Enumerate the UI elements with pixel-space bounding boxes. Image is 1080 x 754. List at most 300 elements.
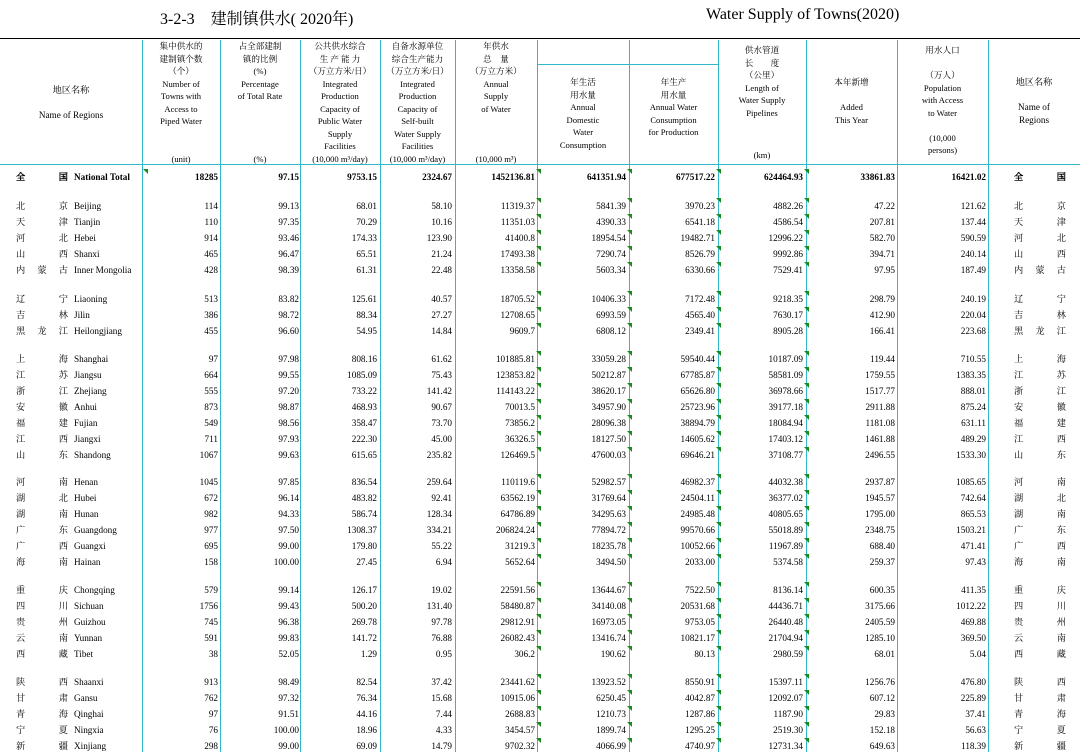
table-row	[0, 400, 1080, 415]
region-name-en: Yunnan	[74, 633, 103, 643]
region-name-cn-right: 浙 江	[1014, 386, 1066, 396]
region-name-cn: 湖 北	[16, 493, 68, 503]
region-name-en: Inner Mongolia	[74, 265, 132, 275]
error-flag-icon	[804, 169, 809, 174]
cell-pop: 225.89	[960, 693, 986, 703]
cell-added: 97.95	[874, 265, 895, 275]
error-flag-icon	[627, 598, 632, 603]
region-name-cn-right: 江 苏	[1014, 370, 1066, 380]
header-pipeline: 供水管道 长 度 （公里） Length of Water Supply Pipelines	[738, 45, 786, 118]
cell-cap-pub: 18.96	[356, 725, 377, 735]
region-name-en: Jiangxi	[74, 434, 101, 444]
cell-supply: 2688.83	[505, 709, 535, 719]
cell-cap-self: 128.34	[426, 509, 452, 519]
cell-added: 412.90	[869, 310, 895, 320]
cell-pct: 96.47	[278, 249, 299, 259]
cell-pop: 631.11	[961, 418, 986, 428]
cell-supply: 13358.58	[500, 265, 535, 275]
cell-pop: 888.01	[960, 386, 986, 396]
cell-prod: 19482.71	[680, 233, 715, 243]
error-flag-icon	[536, 614, 541, 619]
cell-pipe: 12092.07	[768, 693, 803, 703]
table-row	[0, 215, 1080, 230]
error-flag-icon	[536, 246, 541, 251]
region-name-en: Fujian	[74, 418, 98, 428]
region-name-en: Hebei	[74, 233, 96, 243]
error-flag-icon	[716, 383, 721, 388]
cell-towns: 745	[204, 617, 218, 627]
region-name-en: Tibet	[74, 649, 94, 659]
cell-cap-self: 235.82	[426, 450, 452, 460]
error-flag-icon	[536, 554, 541, 559]
region-name-cn-right: 湖 南	[1014, 509, 1066, 519]
cell-towns: 465	[204, 249, 218, 259]
error-flag-icon	[627, 399, 632, 404]
region-name-cn: 湖 南	[16, 509, 68, 519]
region-name-cn-right: 贵 州	[1014, 617, 1066, 627]
error-flag-icon	[536, 706, 541, 711]
region-name-cn: 新 疆	[16, 741, 68, 751]
region-name-en: Sichuan	[74, 601, 104, 611]
table-row	[0, 491, 1080, 506]
cell-prod: 4740.97	[685, 741, 715, 751]
cell-cap-pub: 44.16	[356, 709, 377, 719]
error-flag-icon	[804, 307, 809, 312]
cell-pct: 99.43	[278, 601, 299, 611]
cell-pop: 137.44	[960, 217, 986, 227]
cell-cap-self: 334.21	[426, 525, 452, 535]
error-flag-icon	[804, 538, 809, 543]
cell-dom: 34957.90	[591, 402, 626, 412]
region-name-cn: 广 东	[16, 525, 68, 535]
cell-cap-self: 7.44	[435, 709, 452, 719]
region-name-cn: 北 京	[16, 201, 68, 211]
error-flag-icon	[716, 399, 721, 404]
error-flag-icon	[536, 307, 541, 312]
cell-pop: 1503.21	[956, 525, 986, 535]
cell-prod: 1295.25	[685, 725, 715, 735]
error-flag-icon	[716, 230, 721, 235]
cell-prod: 9753.05	[685, 617, 715, 627]
error-flag-icon	[804, 431, 809, 436]
cell-prod: 2033.00	[685, 557, 715, 567]
cell-added: 166.41	[869, 326, 895, 336]
cell-pop: 865.53	[960, 509, 986, 519]
error-flag-icon	[627, 383, 632, 388]
cell-towns: 1067	[199, 450, 218, 460]
region-name-cn: 贵 州	[16, 617, 68, 627]
error-flag-icon	[627, 474, 632, 479]
table-row	[0, 583, 1080, 598]
cell-supply: 9609.7	[509, 326, 535, 336]
cell-pop: 187.49	[960, 265, 986, 275]
cell-dom: 28096.38	[591, 418, 626, 428]
cell-pct: 52.05	[278, 649, 299, 659]
region-name-cn-right: 安 徽	[1014, 402, 1066, 412]
error-flag-icon	[627, 646, 632, 651]
region-name-cn-right: 湖 北	[1014, 493, 1066, 503]
cell-added: 607.12	[869, 693, 895, 703]
error-flag-icon	[804, 367, 809, 372]
cell-supply: 36326.5	[505, 434, 535, 444]
cell-cap-self: 10.16	[431, 217, 452, 227]
region-name-en: Ningxia	[74, 725, 104, 735]
cell-towns: 711	[204, 434, 218, 444]
cell-cap-self: 37.42	[431, 677, 452, 687]
error-flag-icon	[716, 506, 721, 511]
error-flag-icon	[536, 262, 541, 267]
cell-dom: 4390.33	[596, 217, 626, 227]
cell-pop: 742.64	[960, 493, 986, 503]
cell-added: 1517.77	[865, 386, 895, 396]
error-flag-icon	[804, 230, 809, 235]
cell-cap-self: 19.02	[431, 585, 452, 595]
cell-dom: 10406.33	[591, 294, 626, 304]
cell-towns: 455	[204, 326, 218, 336]
cell-cap-self: 97.78	[431, 617, 452, 627]
error-flag-icon	[627, 214, 632, 219]
cell-pipe: 58581.09	[768, 370, 803, 380]
error-flag-icon	[716, 291, 721, 296]
header-domestic: 年生活 用水量 Annual Domestic Water Consumption	[559, 77, 607, 150]
cell-towns: 977	[204, 525, 218, 535]
cell-prod: 24985.48	[680, 509, 715, 519]
region-name-cn-right: 重 庆	[1014, 585, 1066, 595]
cell-cap-pub: 54.95	[356, 326, 377, 336]
region-name-cn: 黑龙江	[16, 326, 68, 336]
cell-pct: 91.51	[278, 709, 299, 719]
error-flag-icon	[804, 706, 809, 711]
cell-supply: 206824.24	[495, 525, 535, 535]
cell-cap-self: 75.43	[431, 370, 452, 380]
cell-cap-pub: 65.51	[356, 249, 377, 259]
table-row	[0, 324, 1080, 339]
error-flag-icon	[536, 582, 541, 587]
cell-cap-pub: 483.82	[351, 493, 377, 503]
region-name-cn-right: 黑龙江	[1014, 326, 1066, 336]
table-row	[0, 292, 1080, 307]
region-name-cn: 西 藏	[16, 649, 68, 659]
cell-added: 68.01	[874, 649, 895, 659]
error-flag-icon	[804, 674, 809, 679]
cell-towns: 114	[204, 201, 218, 211]
region-name-en: Hubei	[74, 493, 97, 503]
error-flag-icon	[627, 230, 632, 235]
cell-towns: 982	[204, 509, 218, 519]
cell-supply: 73856.2	[505, 418, 535, 428]
region-name-cn: 全 国	[16, 172, 68, 182]
cell-prod: 10052.66	[680, 541, 715, 551]
error-flag-icon	[716, 722, 721, 727]
cell-pct: 97.98	[278, 354, 299, 364]
error-flag-icon	[536, 474, 541, 479]
cell-cap-pub: 836.54	[351, 477, 377, 487]
cell-supply: 11319.37	[500, 201, 535, 211]
cell-dom: 641351.94	[586, 172, 626, 182]
error-flag-icon	[716, 674, 721, 679]
error-flag-icon	[804, 690, 809, 695]
cell-towns: 513	[204, 294, 218, 304]
region-name-cn-right: 广 东	[1014, 525, 1066, 535]
region-name-en: Guangdong	[74, 525, 117, 535]
cell-cap-pub: 88.34	[356, 310, 377, 320]
cell-pct: 83.82	[278, 294, 299, 304]
cell-towns: 555	[204, 386, 218, 396]
cell-prod: 2349.41	[685, 326, 715, 336]
header-added: 本年新增 Added This Year	[834, 77, 869, 125]
unit-pct: (%)	[253, 154, 267, 164]
error-flag-icon	[536, 431, 541, 436]
region-name-cn: 重 庆	[16, 585, 68, 595]
region-name-cn: 上 海	[16, 354, 68, 364]
table-row	[0, 384, 1080, 399]
cell-cap-self: 0.95	[435, 649, 452, 659]
cell-prod: 14605.62	[680, 434, 715, 444]
cell-cap-pub: 269.78	[351, 617, 377, 627]
region-name-en: Shandong	[74, 450, 111, 460]
cell-cap-self: 14.79	[431, 741, 452, 751]
unit-towns: (unit)	[171, 154, 191, 164]
cell-supply: 1452136.81	[491, 172, 535, 182]
cell-dom: 6993.59	[596, 310, 626, 320]
cell-cap-self: 21.24	[431, 249, 452, 259]
table-row	[0, 352, 1080, 367]
cell-towns: 579	[204, 585, 218, 595]
error-flag-icon	[627, 291, 632, 296]
cell-supply: 126469.5	[500, 450, 535, 460]
region-name-cn: 云 南	[16, 633, 68, 643]
region-name-cn: 江 苏	[16, 370, 68, 380]
error-flag-icon	[716, 474, 721, 479]
header-annual-supply: 年供水 总 量 （万立方米） Annual Supply of Water	[470, 41, 522, 114]
cell-pipe: 7529.41	[773, 265, 803, 275]
cell-supply: 110119.6	[501, 477, 535, 487]
error-flag-icon	[627, 706, 632, 711]
cell-pct: 97.35	[278, 217, 299, 227]
header-percentage: 占全部建制 镇的比例 (%) Percentage of Total Rate	[237, 41, 283, 101]
error-flag-icon	[804, 399, 809, 404]
table-row	[0, 308, 1080, 323]
cell-cap-self: 15.68	[431, 693, 452, 703]
cell-dom: 13644.67	[591, 585, 626, 595]
cell-cap-self: 123.90	[426, 233, 452, 243]
region-name-en: Zhejiang	[74, 386, 107, 396]
cell-pct: 97.50	[278, 525, 299, 535]
cell-pop: 710.55	[960, 354, 986, 364]
cell-supply: 70013.5	[505, 402, 535, 412]
error-flag-icon	[627, 582, 632, 587]
cell-pct: 96.38	[278, 617, 299, 627]
error-flag-icon	[536, 169, 541, 174]
header-capacity-public: 公共供水综合 生 产 能 力 （万立方米/日） Integrated Production Capacity of Public Water Supply Facilities	[308, 41, 372, 151]
cell-prod: 6541.18	[685, 217, 715, 227]
error-flag-icon	[804, 246, 809, 251]
cell-added: 259.37	[869, 557, 895, 567]
error-flag-icon	[716, 367, 721, 372]
cell-pop: 5.04	[969, 649, 986, 659]
region-name-cn-right: 江 西	[1014, 434, 1066, 444]
cell-supply: 11351.03	[500, 217, 535, 227]
cell-dom: 13923.52	[591, 677, 626, 687]
cell-pop: 121.62	[960, 201, 986, 211]
cell-prod: 8550.91	[685, 677, 715, 687]
cell-towns: 914	[204, 233, 218, 243]
cell-supply: 123853.82	[495, 370, 535, 380]
table-row	[0, 539, 1080, 554]
cell-towns: 298	[204, 741, 218, 751]
error-flag-icon	[627, 690, 632, 695]
cell-towns: 672	[204, 493, 218, 503]
region-name-en: National Total	[74, 172, 130, 182]
cell-added: 2405.59	[865, 617, 895, 627]
cell-added: 47.22	[874, 201, 895, 211]
region-name-en: Shanxi	[74, 249, 100, 259]
cell-added: 600.35	[869, 585, 895, 595]
error-flag-icon	[536, 506, 541, 511]
error-flag-icon	[716, 630, 721, 635]
cell-dom: 38620.17	[591, 386, 626, 396]
region-name-cn-right: 宁 夏	[1014, 725, 1066, 735]
region-name-cn-right: 上 海	[1014, 354, 1066, 364]
error-flag-icon	[804, 474, 809, 479]
error-flag-icon	[536, 490, 541, 495]
region-name-cn: 河 北	[16, 233, 68, 243]
error-flag-icon	[804, 598, 809, 603]
cell-cap-pub: 358.47	[351, 418, 377, 428]
table-row	[0, 675, 1080, 690]
cell-pop: 369.50	[960, 633, 986, 643]
cell-dom: 5603.34	[596, 265, 626, 275]
cell-dom: 5841.39	[596, 201, 626, 211]
cell-prod: 6330.66	[685, 265, 715, 275]
region-name-en: Guizhou	[74, 617, 106, 627]
error-flag-icon	[627, 351, 632, 356]
table-row	[0, 615, 1080, 630]
error-flag-icon	[804, 291, 809, 296]
cell-supply: 64786.89	[500, 509, 535, 519]
cell-pop: 220.04	[960, 310, 986, 320]
cell-cap-pub: 27.45	[356, 557, 377, 567]
cell-prod: 24504.11	[680, 493, 715, 503]
error-flag-icon	[627, 722, 632, 727]
cell-cap-self: 131.40	[426, 601, 452, 611]
cell-pipe: 40805.65	[768, 509, 803, 519]
cell-prod: 25723.96	[680, 402, 715, 412]
cell-cap-self: 55.22	[431, 541, 452, 551]
table-row	[0, 448, 1080, 463]
region-name-cn: 山 西	[16, 249, 68, 259]
cell-added: 119.44	[870, 354, 895, 364]
error-flag-icon	[536, 674, 541, 679]
cell-cap-pub: 141.72	[351, 633, 377, 643]
cell-supply: 114143.22	[496, 386, 535, 396]
cell-pop: 469.88	[960, 617, 986, 627]
cell-pct: 99.83	[278, 633, 299, 643]
cell-towns: 38	[208, 649, 218, 659]
region-name-cn-right: 陕 西	[1014, 677, 1066, 687]
cell-cap-pub: 179.80	[351, 541, 377, 551]
cell-prod: 10821.17	[680, 633, 715, 643]
error-flag-icon	[804, 582, 809, 587]
unit-annual-supply: (10,000 m³)	[475, 154, 517, 164]
cell-pop: 590.59	[960, 233, 986, 243]
region-name-en: Hunan	[74, 509, 99, 519]
cell-dom: 6250.45	[596, 693, 626, 703]
error-flag-icon	[804, 554, 809, 559]
cell-towns: 110	[204, 217, 218, 227]
error-flag-icon	[804, 214, 809, 219]
cell-added: 394.71	[869, 249, 895, 259]
table-row	[0, 647, 1080, 662]
subheader-rule	[537, 64, 718, 65]
cell-pipe: 44436.71	[768, 601, 803, 611]
cell-cap-pub: 61.31	[356, 265, 377, 275]
error-flag-icon	[536, 522, 541, 527]
unit-capacity-self: (10,000 m³/day)	[389, 154, 446, 164]
region-name-cn-right: 四 川	[1014, 601, 1066, 611]
cell-added: 29.83	[874, 709, 895, 719]
cell-pct: 99.14	[278, 585, 299, 595]
cell-pipe: 4882.26	[773, 201, 803, 211]
cell-pop: 240.14	[960, 249, 986, 259]
error-flag-icon	[716, 307, 721, 312]
cell-cap-self: 58.10	[431, 201, 452, 211]
cell-added: 649.63	[869, 741, 895, 751]
cell-pipe: 37108.77	[768, 450, 803, 460]
cell-cap-pub: 70.29	[356, 217, 377, 227]
region-name-cn-right: 北 京	[1014, 201, 1066, 211]
error-flag-icon	[627, 447, 632, 452]
cell-dom: 18127.50	[591, 434, 626, 444]
error-flag-icon	[627, 674, 632, 679]
error-flag-icon	[627, 198, 632, 203]
cell-dom: 13416.74	[591, 633, 626, 643]
cell-cap-pub: 500.20	[351, 601, 377, 611]
cell-prod: 46982.37	[680, 477, 715, 487]
table-row	[0, 416, 1080, 431]
cell-pipe: 18084.94	[768, 418, 803, 428]
cell-added: 2348.75	[865, 525, 895, 535]
error-flag-icon	[536, 351, 541, 356]
cell-dom: 31769.64	[591, 493, 626, 503]
cell-added: 152.18	[869, 725, 895, 735]
cell-cap-pub: 468.93	[351, 402, 377, 412]
error-flag-icon	[716, 447, 721, 452]
cell-towns: 762	[204, 693, 218, 703]
cell-cap-self: 73.70	[431, 418, 452, 428]
cell-supply: 101885.81	[495, 354, 535, 364]
cell-cap-pub: 69.09	[356, 741, 377, 751]
cell-pct: 97.93	[278, 434, 299, 444]
cell-added: 1461.88	[865, 434, 895, 444]
cell-pipe: 8136.14	[773, 585, 803, 595]
cell-pop: 1383.35	[956, 370, 986, 380]
cell-dom: 18954.54	[591, 233, 626, 243]
cell-pct: 96.60	[278, 326, 299, 336]
cell-cap-self: 14.84	[431, 326, 452, 336]
table-row	[0, 523, 1080, 538]
cell-prod: 99570.66	[680, 525, 715, 535]
cell-pop: 56.63	[965, 725, 986, 735]
region-name-cn: 吉 林	[16, 310, 68, 320]
region-name-en: Tianjin	[74, 217, 101, 227]
cell-pipe: 11967.89	[768, 541, 803, 551]
cell-supply: 10915.06	[500, 693, 535, 703]
cell-added: 3175.66	[865, 601, 895, 611]
error-flag-icon	[536, 214, 541, 219]
region-name-cn: 河 南	[16, 477, 68, 487]
error-flag-icon	[536, 323, 541, 328]
